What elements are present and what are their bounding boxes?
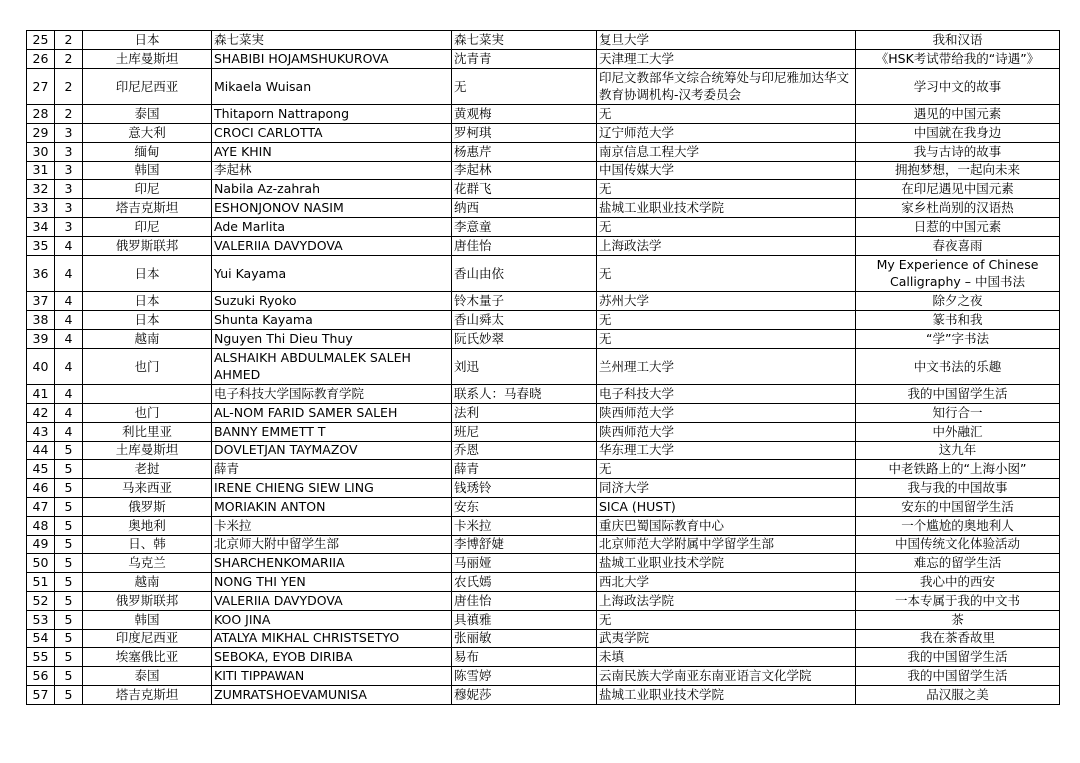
group-cell: 5 (55, 441, 83, 460)
chinese-name-cell: 森七菜実 (452, 31, 597, 50)
institution-cell: 无 (597, 310, 856, 329)
entry-title-cell: 一个尴尬的奥地利人 (856, 516, 1060, 535)
institution-cell: 辽宁师范大学 (597, 123, 856, 142)
participant-name-cell: 北京师大附中留学生部 (212, 535, 452, 554)
group-cell: 5 (55, 573, 83, 592)
institution-cell: 天津理工大学 (597, 49, 856, 68)
country-cell: 乌克兰 (83, 554, 212, 573)
entry-title-cell: 茶 (856, 610, 1060, 629)
table-row (27, 629, 1060, 648)
group-cell: 5 (55, 610, 83, 629)
chinese-name-cell: 李意童 (452, 217, 597, 236)
entry-title-cell: 我与我的中国故事 (856, 479, 1060, 498)
country-cell: 日本 (83, 255, 212, 292)
country-cell: 日本 (83, 31, 212, 50)
chinese-name-cell: 香山由依 (452, 255, 597, 292)
chinese-name-cell: 钱琇铃 (452, 479, 597, 498)
institution-cell: 复旦大学 (597, 31, 856, 50)
table-row (27, 161, 1060, 180)
entry-title-cell: 我与古诗的故事 (856, 142, 1060, 161)
entry-title-cell: 除夕之夜 (856, 292, 1060, 311)
institution-cell: 重庆巴蜀国际教育中心 (597, 516, 856, 535)
entry-title-cell: 学习中文的故事 (856, 68, 1060, 105)
entry-title-cell: 品汉服之美 (856, 685, 1060, 704)
institution-cell: 上海政法学 (597, 236, 856, 255)
institution-cell: 无 (597, 105, 856, 124)
country-cell: 老挝 (83, 460, 212, 479)
institution-cell: 武夷学院 (597, 629, 856, 648)
row-number-cell: 51 (27, 573, 55, 592)
chinese-name-cell: 阮氏妙翠 (452, 329, 597, 348)
group-cell: 3 (55, 217, 83, 236)
entry-title-cell: 日惹的中国元素 (856, 217, 1060, 236)
table-row (27, 236, 1060, 255)
table-row (27, 441, 1060, 460)
entry-title-cell: 中国传统文化体验活动 (856, 535, 1060, 554)
row-number-cell: 38 (27, 310, 55, 329)
row-number-cell: 42 (27, 403, 55, 422)
table-row (27, 310, 1060, 329)
group-cell: 4 (55, 403, 83, 422)
institution-cell: 陕西师范大学 (597, 403, 856, 422)
chinese-name-cell: 易布 (452, 648, 597, 667)
chinese-name-cell: 马丽娅 (452, 554, 597, 573)
chinese-name-cell: 陈雪婷 (452, 667, 597, 686)
table-row (27, 255, 1060, 292)
group-cell: 4 (55, 422, 83, 441)
group-cell: 5 (55, 554, 83, 573)
row-number-cell: 26 (27, 49, 55, 68)
table-row (27, 199, 1060, 218)
table-row (27, 497, 1060, 516)
table-row (27, 422, 1060, 441)
chinese-name-cell: 杨惠芹 (452, 142, 597, 161)
chinese-name-cell: 沈青青 (452, 49, 597, 68)
entry-title-cell: 中国就在我身边 (856, 123, 1060, 142)
row-number-cell: 27 (27, 68, 55, 105)
participant-name-cell: BANNY EMMETT T (212, 422, 452, 441)
group-cell: 4 (55, 255, 83, 292)
table-row (27, 573, 1060, 592)
row-number-cell: 29 (27, 123, 55, 142)
chinese-name-cell: 花群飞 (452, 180, 597, 199)
country-cell: 印尼 (83, 180, 212, 199)
institution-cell: 南京信息工程大学 (597, 142, 856, 161)
group-cell: 5 (55, 685, 83, 704)
participant-name-cell: ATALYA MIKHAL CHRISTSETYO (212, 629, 452, 648)
entry-title-cell: 一本专属于我的中文书 (856, 591, 1060, 610)
country-cell: 马来西亚 (83, 479, 212, 498)
entry-title-cell: 家乡杜尚别的汉语热 (856, 199, 1060, 218)
group-cell: 5 (55, 667, 83, 686)
institution-cell: 兰州理工大学 (597, 348, 856, 385)
row-number-cell: 48 (27, 516, 55, 535)
row-number-cell: 50 (27, 554, 55, 573)
group-cell: 2 (55, 105, 83, 124)
entry-title-cell: 遇见的中国元素 (856, 105, 1060, 124)
entry-title-cell: 《HSK考试带给我的“诗遇”》 (856, 49, 1060, 68)
chinese-name-cell: 纳西 (452, 199, 597, 218)
country-cell: 土库曼斯坦 (83, 441, 212, 460)
chinese-name-cell: 唐佳怡 (452, 591, 597, 610)
institution-cell: 无 (597, 217, 856, 236)
chinese-name-cell: 乔恩 (452, 441, 597, 460)
entry-title-cell: 这九年 (856, 441, 1060, 460)
participant-name-cell: Shunta Kayama (212, 310, 452, 329)
entry-title-cell: 安东的中国留学生活 (856, 497, 1060, 516)
institution-cell: 无 (597, 329, 856, 348)
participant-name-cell: 森七菜実 (212, 31, 452, 50)
institution-cell: 云南民族大学南亚东南亚语言文化学院 (597, 667, 856, 686)
table-row (27, 667, 1060, 686)
chinese-name-cell: 卡米拉 (452, 516, 597, 535)
row-number-cell: 45 (27, 460, 55, 479)
institution-cell: SICA (HUST) (597, 497, 856, 516)
table-body (27, 31, 1060, 705)
group-cell: 5 (55, 479, 83, 498)
chinese-name-cell: 李博舒婕 (452, 535, 597, 554)
table-row (27, 535, 1060, 554)
participant-name-cell: 薛青 (212, 460, 452, 479)
table-row (27, 554, 1060, 573)
table-row (27, 180, 1060, 199)
row-number-cell: 34 (27, 217, 55, 236)
table-row (27, 479, 1060, 498)
row-number-cell: 35 (27, 236, 55, 255)
institution-cell: 北京师范大学附属中学留学生部 (597, 535, 856, 554)
table-row (27, 348, 1060, 385)
group-cell: 4 (55, 236, 83, 255)
table-row (27, 142, 1060, 161)
table-row (27, 385, 1060, 404)
entry-title-cell: 我的中国留学生活 (856, 385, 1060, 404)
country-cell: 韩国 (83, 161, 212, 180)
country-cell: 日、韩 (83, 535, 212, 554)
country-cell: 埃塞俄比亚 (83, 648, 212, 667)
participant-name-cell: Mikaela Wuisan (212, 68, 452, 105)
row-number-cell: 53 (27, 610, 55, 629)
row-number-cell: 25 (27, 31, 55, 50)
table-row (27, 685, 1060, 704)
chinese-name-cell: 罗柯琪 (452, 123, 597, 142)
institution-cell: 无 (597, 180, 856, 199)
group-cell: 4 (55, 292, 83, 311)
entry-title-cell: 中文书法的乐趣 (856, 348, 1060, 385)
institution-cell: 上海政法学院 (597, 591, 856, 610)
participant-name-cell: ESHONJONOV NASIM (212, 199, 452, 218)
row-number-cell: 55 (27, 648, 55, 667)
row-number-cell: 37 (27, 292, 55, 311)
table-row (27, 105, 1060, 124)
participant-name-cell: VALERIIA DAVYDOVA (212, 591, 452, 610)
row-number-cell: 57 (27, 685, 55, 704)
participant-name-cell: KOO JINA (212, 610, 452, 629)
table-row (27, 31, 1060, 50)
row-number-cell: 46 (27, 479, 55, 498)
chinese-name-cell: 李起林 (452, 161, 597, 180)
row-number-cell: 28 (27, 105, 55, 124)
row-number-cell: 56 (27, 667, 55, 686)
country-cell (83, 385, 212, 404)
row-number-cell: 43 (27, 422, 55, 441)
group-cell: 3 (55, 123, 83, 142)
row-number-cell: 54 (27, 629, 55, 648)
table-row (27, 648, 1060, 667)
row-number-cell: 30 (27, 142, 55, 161)
group-cell: 2 (55, 31, 83, 50)
country-cell: 奥地利 (83, 516, 212, 535)
chinese-name-cell: 铃木量子 (452, 292, 597, 311)
group-cell: 5 (55, 591, 83, 610)
chinese-name-cell: 农氏嫣 (452, 573, 597, 592)
country-cell: 利比里亚 (83, 422, 212, 441)
participant-name-cell: DOVLETJAN TAYMAZOV (212, 441, 452, 460)
chinese-name-cell: 穆妮莎 (452, 685, 597, 704)
participant-name-cell: SHABIBI HOJAMSHUKUROVA (212, 49, 452, 68)
institution-cell: 无 (597, 460, 856, 479)
row-number-cell: 41 (27, 385, 55, 404)
chinese-name-cell: 无 (452, 68, 597, 105)
country-cell: 塔吉克斯坦 (83, 685, 212, 704)
table-row (27, 591, 1060, 610)
table-row (27, 49, 1060, 68)
chinese-name-cell: 薛青 (452, 460, 597, 479)
participant-name-cell: CROCI CARLOTTA (212, 123, 452, 142)
participant-name-cell: 李起林 (212, 161, 452, 180)
participant-name-cell: AL-NOM FARID SAMER SALEH (212, 403, 452, 422)
country-cell: 也门 (83, 403, 212, 422)
group-cell: 5 (55, 629, 83, 648)
entry-title-cell: “学”字书法 (856, 329, 1060, 348)
participant-name-cell: IRENE CHIENG SIEW LING (212, 479, 452, 498)
participant-name-cell: Thitaporn Nattrapong (212, 105, 452, 124)
participant-name-cell: SHARCHENKOMARIIA (212, 554, 452, 573)
country-cell: 日本 (83, 292, 212, 311)
country-cell: 越南 (83, 329, 212, 348)
participant-name-cell: Yui Kayama (212, 255, 452, 292)
chinese-name-cell: 班尼 (452, 422, 597, 441)
institution-cell: 中国传媒大学 (597, 161, 856, 180)
participant-name-cell: NONG THI YEN (212, 573, 452, 592)
institution-cell: 印尼文教部华文综合统筹处与印尼雅加达华文教育协调机构-汉考委员会 (597, 68, 856, 105)
chinese-name-cell: 法利 (452, 403, 597, 422)
group-cell: 2 (55, 49, 83, 68)
institution-cell: 同济大学 (597, 479, 856, 498)
entry-title-cell: 我的中国留学生活 (856, 648, 1060, 667)
row-number-cell: 49 (27, 535, 55, 554)
participant-name-cell: Suzuki Ryoko (212, 292, 452, 311)
country-cell: 印尼尼西亚 (83, 68, 212, 105)
chinese-name-cell: 安东 (452, 497, 597, 516)
country-cell: 俄罗斯联邦 (83, 236, 212, 255)
group-cell: 4 (55, 348, 83, 385)
row-number-cell: 39 (27, 329, 55, 348)
table-row (27, 516, 1060, 535)
participant-name-cell: ZUMRATSHOEVAMUNISA (212, 685, 452, 704)
entry-title-cell: 难忘的留学生活 (856, 554, 1060, 573)
participant-name-cell: Nguyen Thi Dieu Thuy (212, 329, 452, 348)
country-cell: 意大利 (83, 123, 212, 142)
participant-name-cell: MORIAKIN ANTON (212, 497, 452, 516)
participant-name-cell: 卡米拉 (212, 516, 452, 535)
row-number-cell: 47 (27, 497, 55, 516)
table-row (27, 610, 1060, 629)
group-cell: 3 (55, 180, 83, 199)
group-cell: 4 (55, 385, 83, 404)
participant-name-cell: ALSHAIKH ABDULMALEK SALEH AHMED (212, 348, 452, 385)
chinese-name-cell: 刘迅 (452, 348, 597, 385)
participant-name-cell: 电子科技大学国际教育学院 (212, 385, 452, 404)
chinese-name-cell: 联系人：马春晓 (452, 385, 597, 404)
entry-title-cell: 中外融汇 (856, 422, 1060, 441)
group-cell: 5 (55, 535, 83, 554)
country-cell: 缅甸 (83, 142, 212, 161)
institution-cell: 盐城工业职业技术学院 (597, 685, 856, 704)
participant-name-cell: VALERIIA DAVYDOVA (212, 236, 452, 255)
entry-title-cell: 我和汉语 (856, 31, 1060, 50)
group-cell: 5 (55, 497, 83, 516)
entries-table (26, 30, 1060, 705)
entry-title-cell: 在印尼遇见中国元素 (856, 180, 1060, 199)
group-cell: 4 (55, 310, 83, 329)
chinese-name-cell: 具禛雅 (452, 610, 597, 629)
country-cell: 越南 (83, 573, 212, 592)
institution-cell: 未填 (597, 648, 856, 667)
group-cell: 3 (55, 199, 83, 218)
institution-cell: 西北大学 (597, 573, 856, 592)
entry-title-cell: 我的中国留学生活 (856, 667, 1060, 686)
group-cell: 4 (55, 329, 83, 348)
institution-cell: 电子科技大学 (597, 385, 856, 404)
group-cell: 2 (55, 68, 83, 105)
institution-cell: 盐城工业职业技术学院 (597, 554, 856, 573)
entry-title-cell: 知行合一 (856, 403, 1060, 422)
row-number-cell: 40 (27, 348, 55, 385)
country-cell: 土库曼斯坦 (83, 49, 212, 68)
country-cell: 泰国 (83, 667, 212, 686)
table-row (27, 329, 1060, 348)
table-row (27, 460, 1060, 479)
country-cell: 也门 (83, 348, 212, 385)
chinese-name-cell: 香山舜太 (452, 310, 597, 329)
group-cell: 3 (55, 161, 83, 180)
entry-title-cell: 中老铁路上的“上海小囡” (856, 460, 1060, 479)
institution-cell: 陕西师范大学 (597, 422, 856, 441)
row-number-cell: 44 (27, 441, 55, 460)
entry-title-cell: My Experience of Chinese Calligraphy – 中国书法 (856, 255, 1060, 292)
table-row (27, 123, 1060, 142)
group-cell: 5 (55, 460, 83, 479)
table-row (27, 403, 1060, 422)
country-cell: 印度尼西亚 (83, 629, 212, 648)
table-row (27, 217, 1060, 236)
participant-name-cell: Ade Marlita (212, 217, 452, 236)
group-cell: 5 (55, 516, 83, 535)
country-cell: 泰国 (83, 105, 212, 124)
country-cell: 印尼 (83, 217, 212, 236)
chinese-name-cell: 唐佳怡 (452, 236, 597, 255)
row-number-cell: 36 (27, 255, 55, 292)
row-number-cell: 33 (27, 199, 55, 218)
country-cell: 俄罗斯 (83, 497, 212, 516)
participant-name-cell: Nabila Az-zahrah (212, 180, 452, 199)
entry-title-cell: 拥抱梦想，一起向未来 (856, 161, 1060, 180)
entry-title-cell: 篆书和我 (856, 310, 1060, 329)
group-cell: 5 (55, 648, 83, 667)
table-row (27, 68, 1060, 105)
entry-title-cell: 春夜喜雨 (856, 236, 1060, 255)
participant-name-cell: AYE KHIN (212, 142, 452, 161)
group-cell: 3 (55, 142, 83, 161)
country-cell: 俄罗斯联邦 (83, 591, 212, 610)
institution-cell: 华东理工大学 (597, 441, 856, 460)
country-cell: 韩国 (83, 610, 212, 629)
row-number-cell: 52 (27, 591, 55, 610)
institution-cell: 盐城工业职业技术学院 (597, 199, 856, 218)
institution-cell: 苏州大学 (597, 292, 856, 311)
institution-cell: 无 (597, 255, 856, 292)
participant-name-cell: KITI TIPPAWAN (212, 667, 452, 686)
entry-title-cell: 我心中的西安 (856, 573, 1060, 592)
country-cell: 日本 (83, 310, 212, 329)
row-number-cell: 32 (27, 180, 55, 199)
institution-cell: 无 (597, 610, 856, 629)
participant-name-cell: SEBOKA, EYOB DIRIBA (212, 648, 452, 667)
row-number-cell: 31 (27, 161, 55, 180)
chinese-name-cell: 张丽敏 (452, 629, 597, 648)
chinese-name-cell: 黄观梅 (452, 105, 597, 124)
table-row (27, 292, 1060, 311)
country-cell: 塔吉克斯坦 (83, 199, 212, 218)
entry-title-cell: 我在茶香故里 (856, 629, 1060, 648)
